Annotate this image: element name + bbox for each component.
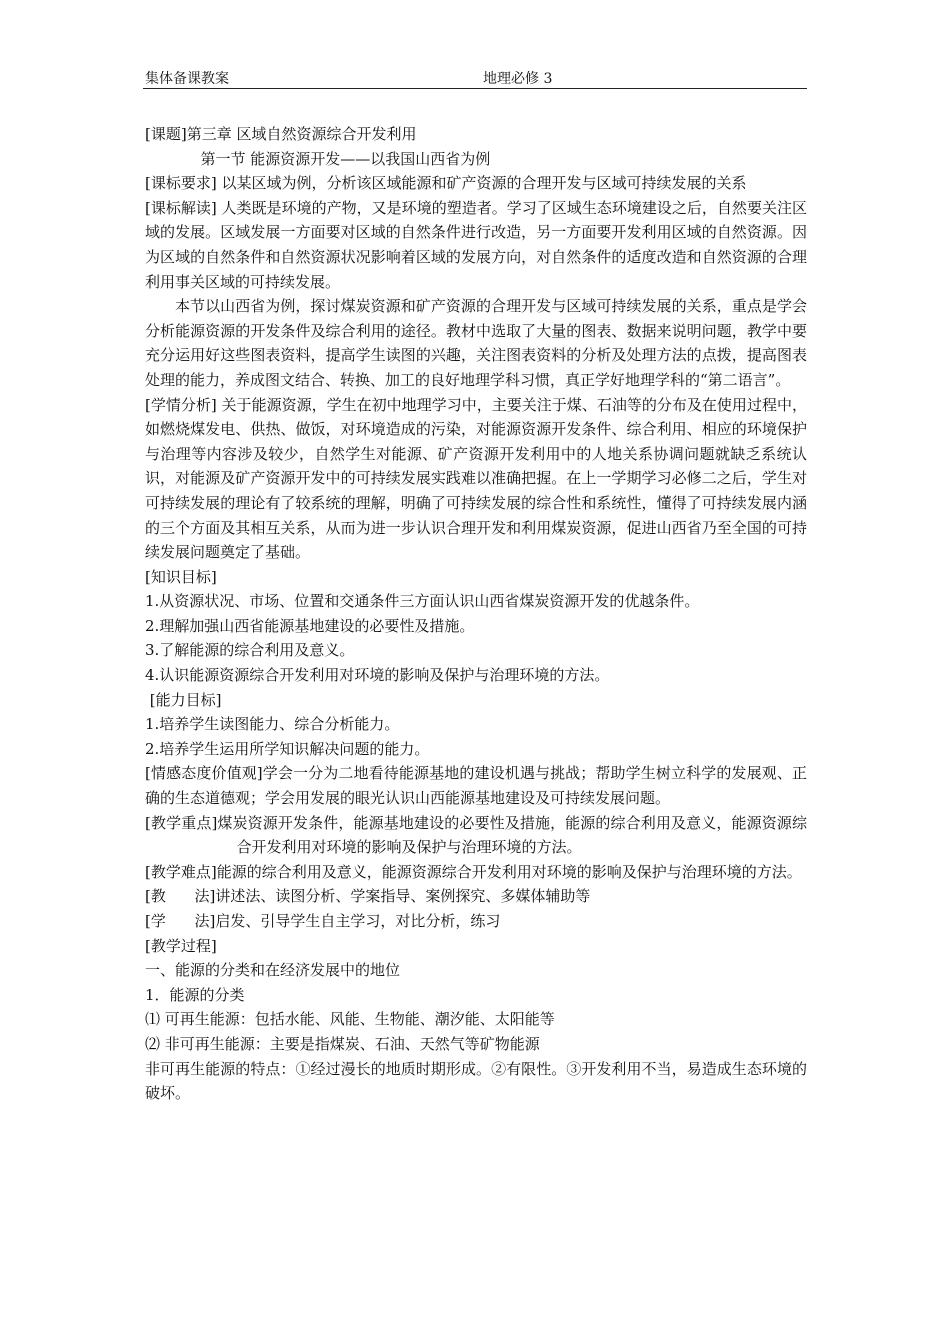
curriculum-requirement-text: 以某区域为例，分析该区域能源和矿产资源的合理开发与区域可持续发展的关系 — [216, 174, 747, 193]
process-note: 非可再生能源的特点：①经过漫长的地质时期形成。②有限性。③开发利用不当，易造成生态环境的破坏。 — [145, 1059, 807, 1103]
teaching-focus-label: [教学重点] — [145, 813, 218, 832]
ability-objective-item: 1.培养学生读图能力、综合分析能力。 — [145, 715, 400, 734]
teaching-method — [145, 884, 807, 909]
curriculum-requirement-label: [课标要求] — [145, 174, 217, 193]
curriculum-interpretation-text: 人类既是环境的产物，又是环境的塑造者。学习了区域生态环境建设之后，自然要关注区域的发展。区域发展一方面要对区域的自然条件进行改造，另一方面要开发利用区域的自然资源。因为区域的自然条件和自然资源状况影响着区域的发展方向，对自然条件的适度改造和自然资源的合理利用事关区域的可持续发展。 — [145, 198, 807, 291]
teaching-process-heading: [教学过程] — [145, 936, 217, 955]
learning-method-label: [学 法] — [145, 912, 216, 930]
process-item-renewable: ⑴ 可再生能源：包括水能、风能、生物能、潮汐能、太阳能等 — [145, 1010, 555, 1029]
teaching-difficulty-text: 能源的综合利用及意义，能源资源综合开发利用对环境的影响及保护与治理环境的方法。 — [216, 862, 802, 881]
process-heading-2: 1．能源的分类 — [145, 985, 245, 1004]
process-heading-1: 一、能源的分类和在经济发展中的地位 — [145, 961, 401, 980]
learner-analysis — [145, 393, 807, 565]
process-item-nonrenewable: ⑵ 非可再生能源：主要是指煤炭、石油、天然气等矿物能源 — [145, 1034, 540, 1053]
learner-analysis-text: 关于能源资源，学生在初中地理学习中，主要关注于煤、石油等的分布及在使用过程中，如燃烧煤发电、供热、做饭，对环境造成的污染，对能源资源开发条件、综合利用、相应的环境保护与治理等内容涉及较少，自然学生对能源、矿产资源开发利用中的人地关系协调问题就缺乏系统认识，对能源及矿产资源开发中的可持续发展实践难以准确把握。在上一学期学习必修二之后，学生对可持续发展的理论有了较系统的理解，明确了可持续发展的综合性和系统性，懂得了可持续发展内涵的三个方面及其相互关系，从而为进一步认识合理开发和利用煤炭资源，促进山西省乃至全国的可持续发展问题奠定了基础。 — [145, 395, 807, 562]
section-title: 第一节 能源资源开发——以我国山西省为例 — [200, 149, 491, 168]
curriculum-interpretation — [145, 196, 807, 294]
learning-method — [145, 909, 807, 934]
curriculum-interpretation-paragraph-2: 本节以山西省为例，探讨煤炭资源和矿产资源的合理开发与区域可持续发展的关系，重点是学会分析能源资源的开发条件及综合利用的途径。教材中选取了大量的图表、数据来说明问题，教学中要充分运用好这些图表资料，提高学生读图的兴趣，关注图表资料的分析及处理方法的点拨，提高图表处理的能力，养成图文结合、转换、加工的良好地理学科习惯，真正学好地理学科的“第二语言”。 — [145, 297, 807, 389]
knowledge-objective-item: 1.从资源状况、市场、位置和交通条件三方面认识山西省煤炭资源开发的优越条件。 — [145, 592, 700, 611]
teaching-focus — [145, 811, 807, 860]
curriculum-interpretation-label: [课标解读] — [145, 198, 217, 217]
curriculum-requirement — [145, 171, 807, 196]
emotion-values — [145, 761, 807, 810]
teaching-difficulty — [145, 860, 807, 885]
ability-objective-item: 2.培养学生运用所学知识解决问题的能力。 — [145, 739, 430, 758]
header-left-text: 集体备课教案 — [145, 71, 229, 87]
learning-method-text: 启发、引导学生自主学习，对比分析，练习 — [215, 912, 501, 930]
knowledge-objective-item: 3.了解能源的综合利用及意义。 — [145, 641, 355, 660]
knowledge-objective-item: 4.认识能源资源综合开发利用对环境的影响及保护与治理环境的方法。 — [145, 666, 610, 685]
emotion-values-label: [情感态度价值观] — [145, 764, 263, 783]
learner-analysis-label: [学情分析] — [145, 395, 217, 414]
header-center-text: 地理必修 3 — [483, 71, 553, 87]
teaching-method-text: 讲述法、读图分析、学案指导、案例探究、多媒体辅助等 — [215, 887, 591, 906]
knowledge-objective-item: 2.理解加强山西省能源基地建设的必要性及措施。 — [145, 616, 475, 635]
document-body — [145, 122, 807, 1106]
lesson-topic: [课题]第三章 区域自然资源综合开发利用 — [145, 125, 417, 143]
page-header — [143, 66, 807, 89]
teaching-focus-text: 煤炭资源开发条件，能源基地建设的必要性及措施，能源的综合利用及意义，能源资源综合开发利用对环境的影响及保护与治理环境的方法。 — [217, 813, 807, 857]
knowledge-objectives-heading: [知识目标] — [145, 567, 217, 586]
emotion-values-text: 学会一分为二地看待能源基地的建设机遇与挑战；帮助学生树立科学的发展观、正确的生态道德观；学会用发展的眼光认识山西能源基地建设及可持续发展问题。 — [145, 764, 807, 808]
teaching-difficulty-label: [教学难点] — [145, 862, 217, 881]
ability-objectives-heading: [能力目标] — [145, 690, 222, 709]
teaching-method-label: [教 法] — [145, 887, 216, 906]
